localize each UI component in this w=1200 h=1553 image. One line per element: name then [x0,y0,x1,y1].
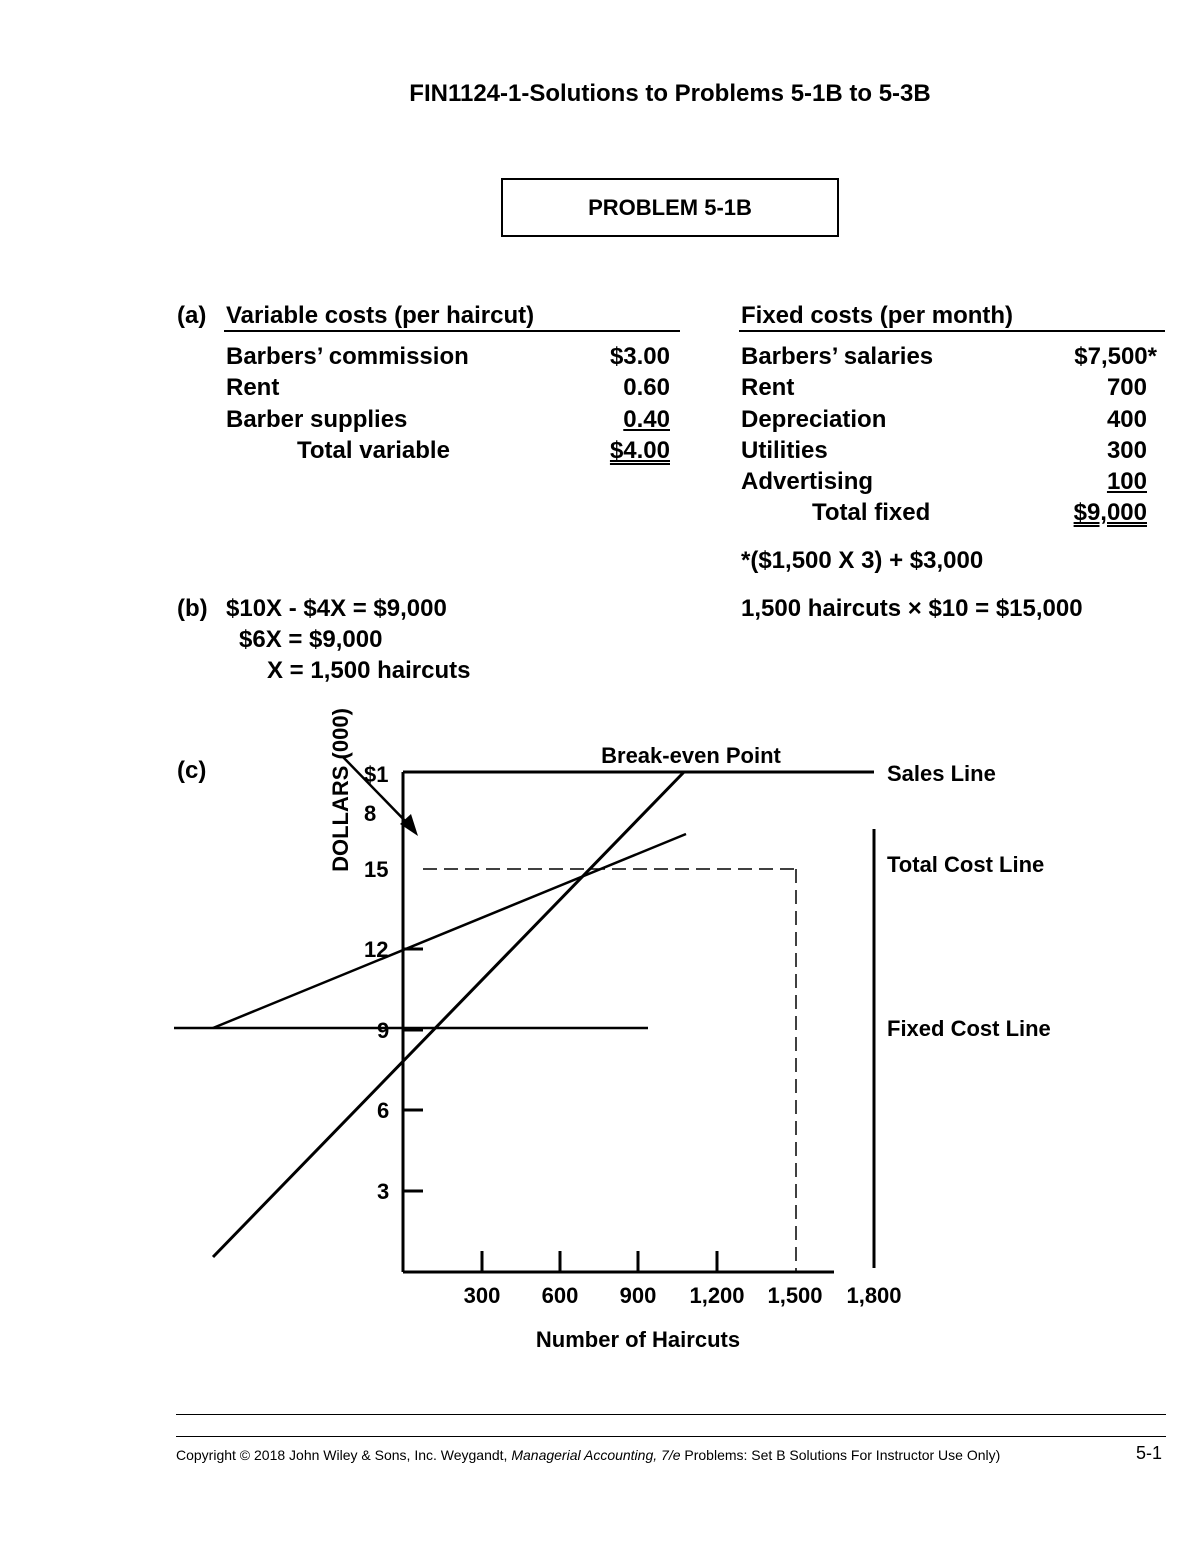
y-tick-label: $1 [364,762,389,787]
footer-rule [176,1436,1166,1437]
footer-rest: Problems: Set B Solutions For Instructor Use Only) [684,1447,1001,1463]
y-tick-label: 9 [377,1018,390,1043]
fixed-footnote: *($1,500 X 3) + $3,000 [741,547,984,574]
x-tick-label: 1,500 [767,1283,823,1308]
total-cost-line-annotation: Total Cost Line [887,852,1045,877]
variable-row-value: $3.00 [609,343,670,370]
fixed-cost-line-annotation: Fixed Cost Line [887,1016,1051,1041]
fixed-row-label: Barbers’ salaries [741,343,934,370]
fixed-row-value: $7,500* [1074,343,1157,370]
y-tick-label: 15 [364,857,389,882]
sales-line-annotation: Sales Line [887,761,996,786]
variable-row-label: Rent [226,374,280,401]
variable-total-label: Total variable [297,437,450,464]
variable-row-label: Barber supplies [226,406,408,433]
y-axis-title: DOLLARS (000) [328,708,353,872]
document-title: FIN1124-1-Solutions to Problems 5-1B to 5-3B [409,80,931,107]
part-b-equation: $6X = $9,000 [239,626,383,653]
part-b-equation: $10X - $4X = $9,000 [226,595,447,622]
fixed-row-label: Utilities [741,437,828,464]
x-tick-label: 1,800 [846,1283,902,1308]
fixed-row-label: Depreciation [741,406,887,433]
footer-edition: 7/e [661,1447,681,1463]
y-tick-label: 8 [364,801,377,826]
y-tick-label: 6 [377,1098,390,1123]
x-tick-label: 900 [619,1283,657,1308]
fixed-row-value: 700 [1106,374,1147,401]
variable-total-value: $4.00 [609,437,670,464]
part-b-equation: X = 1,500 haircuts [267,657,471,684]
fixed-total-value: $9,000 [1073,499,1147,526]
x-axis-title: Number of Haircuts [535,1327,741,1352]
fixed-row-value: 300 [1106,437,1147,464]
fixed-row-label: Advertising [741,468,874,495]
break-even-annotation: Break-even Point [601,743,781,768]
footer-book-title: Managerial Accounting, [511,1447,658,1463]
variable-costs-header: Variable costs (per haircut) [226,302,535,329]
part-b-label: (b) [177,595,208,622]
part-b-revenue: 1,500 haircuts × $10 = $15,000 [741,595,1083,622]
x-tick-label: 600 [541,1283,579,1308]
footer-copyright [176,1447,1000,1463]
part-a-label: (a) [177,302,207,329]
sales-line [213,772,684,1257]
footer-rule [176,1414,1166,1415]
total-cost-line [213,834,686,1028]
fixed-row-value: 400 [1106,406,1147,433]
problem-label: PROBLEM 5-1B [588,194,752,220]
fixed-total-label: Total fixed [812,499,931,526]
fixed-row-value: 100 [1106,468,1147,495]
footer-copyright-text: Copyright © 2018 John Wiley & Sons, Inc. Weygandt, [176,1447,508,1463]
y-tick-label: 12 [364,937,389,962]
y-tick-label: 3 [377,1179,390,1204]
fixed-costs-header: Fixed costs (per month) [741,302,1014,329]
variable-row-value: 0.40 [623,406,670,433]
x-tick-label: 300 [463,1283,501,1308]
fixed-row-label: Rent [741,374,795,401]
page-number: 5-1 [1136,1443,1163,1463]
variable-row-value: 0.60 [623,374,670,401]
variable-row-label: Barbers’ commission [226,343,469,370]
part-c-label: (c) [177,757,207,784]
x-tick-label: 1,200 [689,1283,745,1308]
